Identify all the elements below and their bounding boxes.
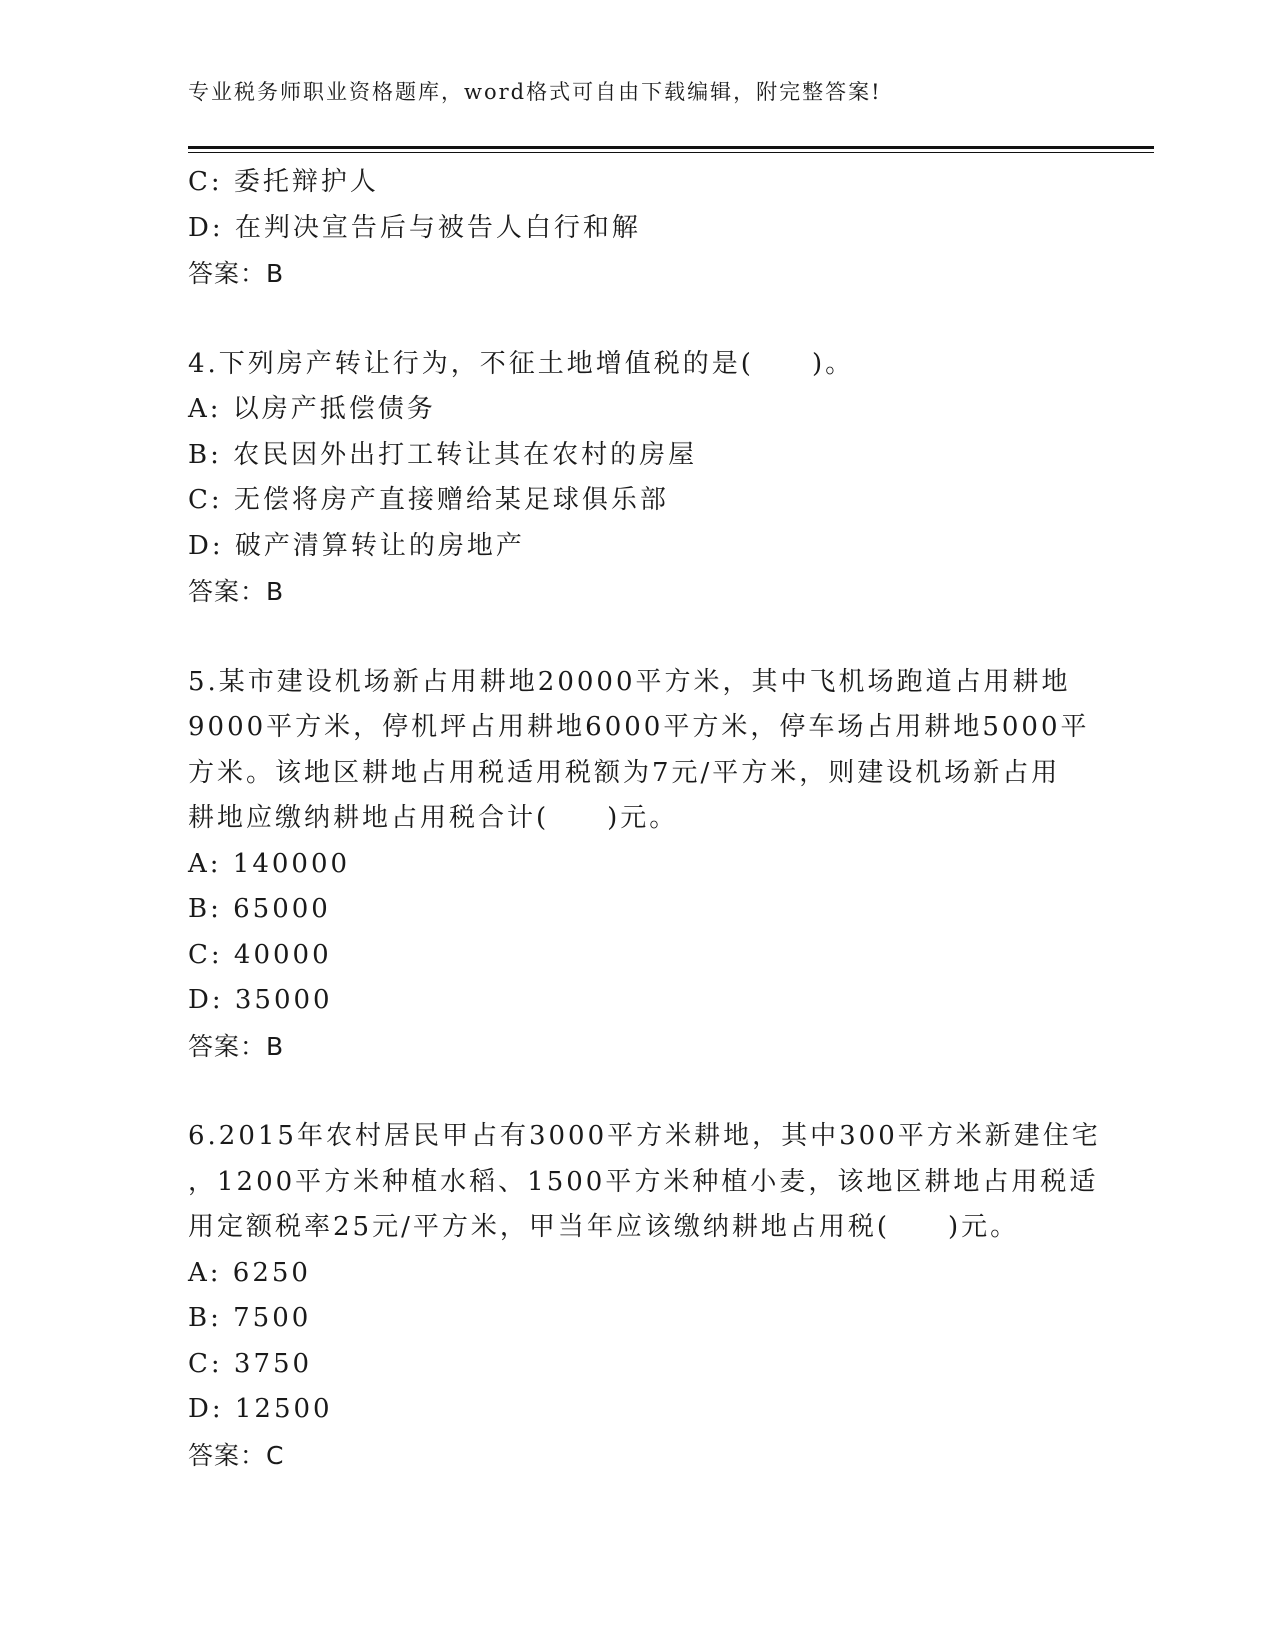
option-c: C: 委托辩护人 [188, 167, 379, 197]
option-c: C: 3750 [188, 1348, 313, 1379]
answer-line: 答案：B [188, 259, 285, 288]
option-c: C: 无偿将房产直接赠给某足球俱乐部 [188, 485, 669, 515]
option-b: B: 农民因外出打工转让其在农村的房屋 [188, 439, 698, 470]
question-stem-line: 9000平方米，停机坪占用耕地6000平方米，停车场占用耕地5000平 [188, 712, 1090, 742]
question-3-tail [188, 160, 1088, 297]
option-b: B: 65000 [188, 894, 331, 924]
option-d: D: 破产清算转让的房地产 [188, 530, 525, 561]
question-stem-line: 5.某市建设机场新占用耕地20000平方米，其中飞机场跑道占用耕地 [188, 666, 1071, 697]
page-header: 专业税务师职业资格题库，word格式可自由下载编辑，附完整答案! [188, 80, 882, 104]
option-d: D: 在判决宣告后与被告人白行和解 [188, 212, 641, 243]
option-d: D: 12500 [188, 1394, 333, 1424]
answer-line: 答案：B [188, 1031, 285, 1061]
answer-line: 答案：C [188, 1440, 285, 1470]
question-stem-line: 耕地应缴纳耕地占用税合计( )元。 [188, 803, 679, 833]
question-6 [188, 1114, 1101, 1478]
question-stem-line: ，1200平方米种植水稻、1500平方米种植小麦，该地区耕地占用税适 [188, 1166, 1099, 1197]
question-stem-line: 6.2015年农村居民甲占有3000平方米耕地，其中300平方米新建住宅 [188, 1121, 1101, 1151]
option-c: C: 40000 [188, 939, 332, 970]
option-b: B: 7500 [188, 1303, 312, 1333]
question-stem-line: 用定额税率25元/平方米，甲当年应该缴纳耕地占用税( )元。 [188, 1212, 1020, 1242]
option-a: A: 以房产抵偿债务 [188, 394, 436, 424]
option-a: A: 6250 [188, 1257, 311, 1288]
answer-line: 答案：B [188, 577, 285, 606]
option-d: D: 35000 [188, 985, 333, 1015]
option-a: A: 140000 [188, 848, 351, 879]
question-content [188, 160, 1101, 1478]
question-stem: 4.下列房产转让行为，不征土地增值税的是( )。 [188, 348, 855, 379]
question-5 [188, 660, 1088, 1070]
header-rule-thin [188, 152, 1154, 153]
question-stem-line: 方米。该地区耕地占用税适用税额为7元/平方米，则建设机场新占用 [188, 757, 1061, 788]
header-rule-thick [188, 146, 1154, 149]
question-4 [188, 342, 1088, 615]
